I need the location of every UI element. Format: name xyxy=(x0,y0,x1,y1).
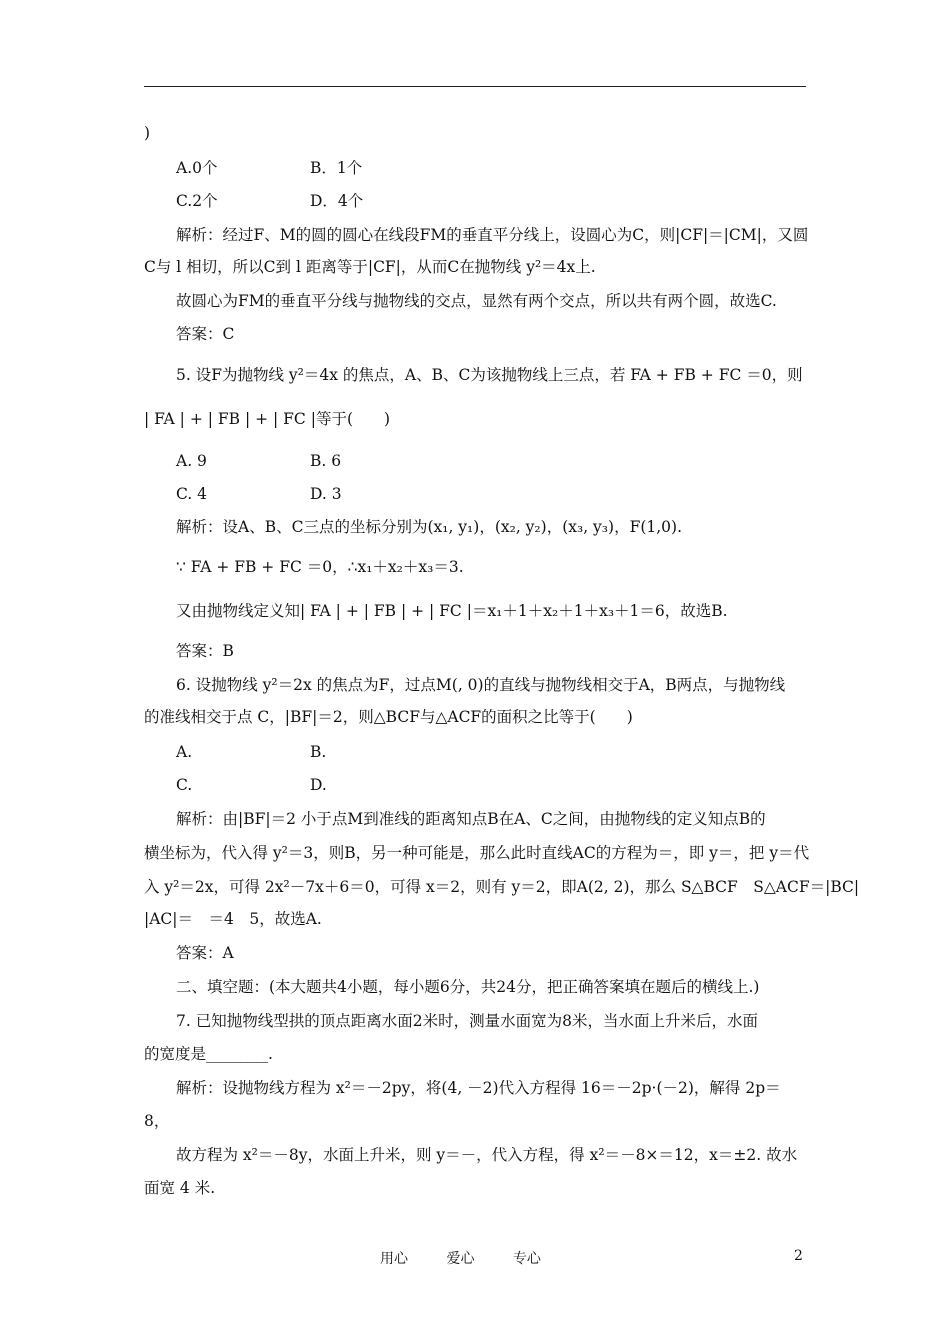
q7-analysis-line-4: 面宽 4 米. xyxy=(144,1179,216,1197)
page-footer xyxy=(380,1248,575,1268)
q5-option-b: B. 6 xyxy=(310,452,342,470)
q6-option-c: C. xyxy=(176,776,193,794)
q7-stem-line-1: 7. 已知抛物线型拱的顶点距离水面2米时，测量水面宽为8米，当水面上升米后，水面 xyxy=(176,1012,758,1030)
footer-item: 爱心 xyxy=(446,1251,475,1267)
q4-option-d: D．4个 xyxy=(310,192,364,210)
footer-item: 用心 xyxy=(380,1251,408,1267)
section-2-heading: 二、填空题：(本大题共4小题，每小题6分，共24分，把正确答案填在题后的横线上.) xyxy=(176,978,760,996)
q5-answer: 答案：B xyxy=(176,642,234,660)
q4-option-c: C.2个 xyxy=(176,192,218,210)
q7-stem-line-2: 的宽度是________. xyxy=(144,1045,273,1063)
q4-answer: 答案：C xyxy=(176,325,235,343)
q5-analysis-line-2: ∵ FA + FB + FC ＝0，∴x₁＋x₂＋x₃＝3. xyxy=(176,558,464,576)
page-number: 2 xyxy=(794,1248,803,1264)
q4-analysis-line-1: 解析：经过F、M的圆的圆心在线段FM的垂直平分线上，设圆心为C，则|CF|＝|CM|，又圆 xyxy=(176,226,809,244)
q5-stem-line-2: | FA | + | FB | + | FC |等于( ) xyxy=(144,410,391,428)
q6-analysis-line-1: 解析：由|BF|＝2 小于点M到准线的距离知点B在A、C之间，由抛物线的定义知点B的 xyxy=(176,810,766,828)
q5-analysis-line-3: 又由抛物线定义知| FA | + | FB | + | FC |＝x₁＋1＋x₂＋1＋x₃＋1＝6，故选B. xyxy=(176,602,728,620)
q6-stem-line-1: 6. 设抛物线 y²＝2x 的焦点为F，过点M(, 0)的直线与抛物线相交于A，B两点，与抛物线 xyxy=(176,676,786,694)
q4-option-a: A.0个 xyxy=(176,159,218,177)
q4-analysis-line-2: C与 l 相切，所以C到 l 距离等于|CF|，从而C在抛物线 y²＝4x上. xyxy=(144,258,596,276)
q4-tail: ) xyxy=(144,124,151,142)
q6-option-d: D. xyxy=(310,776,327,794)
q6-analysis-line-3: 入 y²＝2x，可得 2x²－7x＋6＝0，可得 x＝2，则有 y＝2，即A(2, 2)，那么 S△BCF S△ACF＝|BC| xyxy=(144,878,860,896)
q4-analysis-line-3: 故圆心为FM的垂直平分线与抛物线的交点，显然有两个交点，所以共有两个圆，故选C. xyxy=(176,292,777,310)
q7-analysis-line-1: 解析：设抛物线方程为 x²＝－2py，将(4, －2)代入方程得 16＝－2p·(－2)，解得 2p＝ xyxy=(176,1079,781,1097)
q6-option-a: A. xyxy=(176,743,193,761)
q5-stem-line-1: 5. 设F为抛物线 y²＝4x 的焦点，A、B、C为该抛物线上三点，若 FA + FB + FC ＝0，则 xyxy=(176,366,803,384)
footer-item: 专心 xyxy=(512,1251,541,1267)
q4-option-b: B．1个 xyxy=(310,159,363,177)
q5-option-a: A. 9 xyxy=(176,452,207,470)
q7-analysis-line-3: 故方程为 x²＝－8y，水面上升米，则 y＝－，代入方程，得 x²＝－8×＝12，x＝±2. 故水 xyxy=(176,1146,798,1164)
q6-analysis-line-4: |AC|＝ ＝4 5，故选A. xyxy=(144,910,322,928)
q5-option-d: D. 3 xyxy=(310,485,342,503)
q5-analysis-line-1: 解析：设A、B、C三点的坐标分别为(x₁, y₁)，(x₂, y₂)，(x₃, y₃)，F(1,0). xyxy=(176,518,682,536)
q5-option-c: C. 4 xyxy=(176,485,208,503)
header-rule xyxy=(144,86,806,87)
q6-stem-line-2: 的准线相交于点 C，|BF|＝2，则△BCF与△ACF的面积之比等于( ) xyxy=(144,708,633,726)
q6-option-b: B. xyxy=(310,743,327,761)
q6-analysis-line-2: 横坐标为，代入得 y²＝3，则B，另一种可能是，那么此时直线AC的方程为＝，即 y＝，把 y＝代 xyxy=(144,844,810,862)
q6-answer: 答案：A xyxy=(176,944,234,962)
q7-analysis-line-2: 8， xyxy=(144,1112,170,1130)
